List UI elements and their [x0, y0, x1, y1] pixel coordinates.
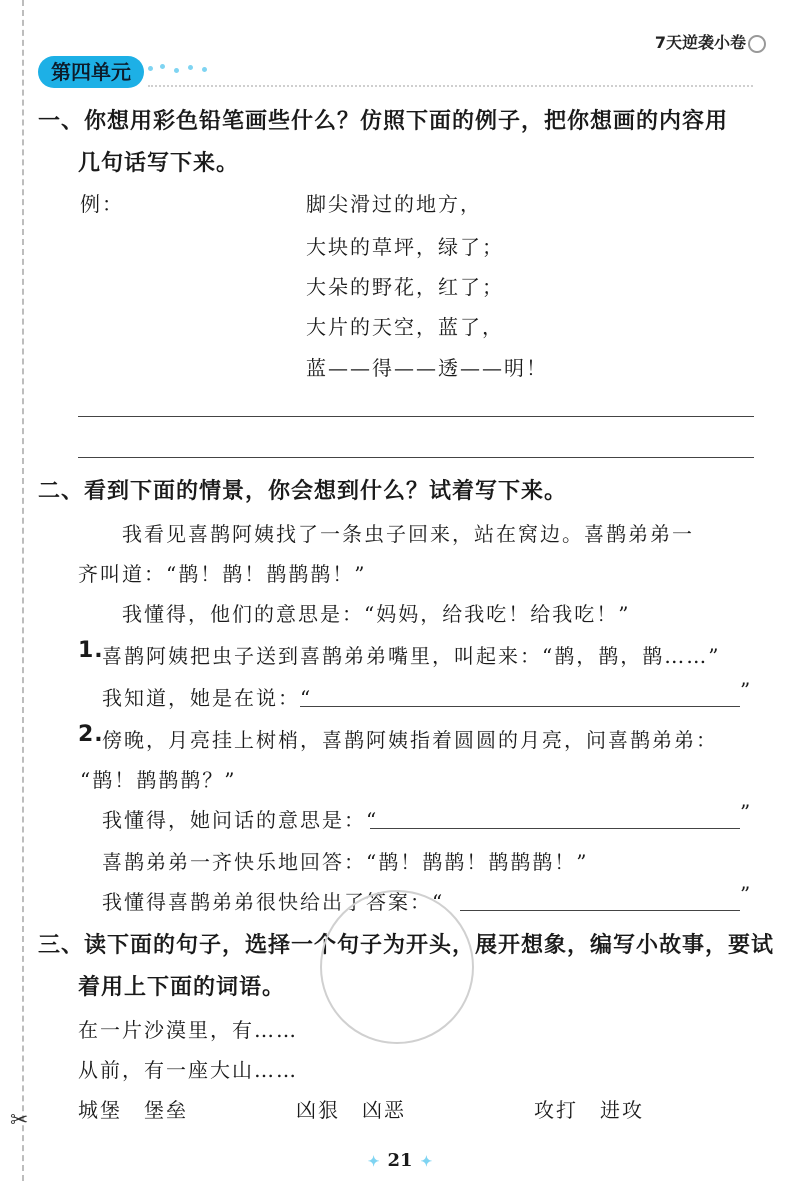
poem-line: 大片的天空，蓝了， — [306, 315, 504, 339]
section2-prompt: 二、看到下面的情景，你会想到什么？试着写下来。 — [38, 479, 568, 504]
close-quote: ” — [740, 800, 753, 824]
section1-prompt-line1: 一、你想用彩色铅笔画些什么？仿照下面的例子，把你想画的内容用 — [38, 109, 729, 134]
item1-answer-prefix: 我知道，她是在说：“ — [102, 686, 313, 710]
writing-line[interactable] — [78, 416, 754, 417]
example-label: 例： — [80, 192, 124, 216]
star-icon: ✦ — [420, 1154, 433, 1170]
poem-line: 脚尖滑过的地方， — [306, 192, 482, 216]
section3-prompt-line1: 三、读下面的句子，选择一个句子为开头，展开想象，编写小故事，要试 — [38, 933, 775, 958]
story-starter: 从前，有一座大山…… — [78, 1058, 298, 1082]
section1-prompt-line2: 几句话写下来。 — [78, 151, 240, 176]
poem-line: 大块的草坪，绿了； — [306, 235, 504, 259]
poem-line: 蓝——得——透——明！ — [306, 356, 548, 380]
story-paragraph-line: 齐叫道：“鹊！鹊！鹊鹊鹊！” — [78, 562, 367, 586]
item2-answer-line[interactable] — [370, 804, 740, 829]
story-paragraph: 我懂得，他们的意思是：“妈妈，给我吃！给我吃！” — [122, 602, 631, 626]
item2-answer2-line[interactable] — [460, 886, 740, 911]
item1-text: 喜鹊阿姨把虫子送到喜鹊弟弟嘴里，叫起来：“鹊，鹊，鹊……” — [102, 644, 721, 668]
watermark-stamp — [320, 890, 474, 1044]
story-paragraph-line: 我看见喜鹊阿姨找了一条虫子回来，站在窝边。喜鹊弟弟一 — [122, 522, 694, 546]
page-number: ✦ 21 ✦ — [367, 1150, 433, 1171]
item2-answer2-prefix: 我懂得喜鹊弟弟很快给出了答案：“ — [102, 890, 445, 914]
word-group: 城堡 堡垒 — [78, 1098, 188, 1122]
decorative-dots — [148, 62, 218, 76]
item2-text-line: 喜鹊弟弟一齐快乐地回答：“鹊！鹊鹊！鹊鹊鹊！” — [102, 850, 589, 874]
item2-answer-prefix: 我懂得，她问话的意思是：“ — [102, 808, 379, 832]
item1-number: 1. — [78, 638, 104, 663]
item2-text-line: “鹊！鹊鹊鹊？” — [80, 768, 237, 792]
unit-title: 第四单元 — [38, 56, 144, 88]
section3-prompt-line2: 着用上下面的词语。 — [78, 975, 286, 1000]
close-quote: ” — [740, 678, 753, 702]
word-group: 攻打 进攻 — [534, 1098, 644, 1122]
word-group: 凶狠 凶恶 — [296, 1098, 406, 1122]
star-icon: ✦ — [367, 1154, 380, 1170]
scissors-icon: ✂ — [10, 1108, 29, 1133]
writing-line[interactable] — [78, 457, 754, 458]
poem-line: 大朵的野花，红了； — [306, 275, 504, 299]
swirl-icon — [748, 35, 766, 53]
story-starter: 在一片沙漠里，有…… — [78, 1018, 298, 1042]
unit-divider — [148, 85, 753, 87]
item1-answer-line[interactable] — [300, 682, 740, 707]
close-quote: ” — [740, 882, 753, 906]
series-tag: 7天逆袭小卷 — [655, 30, 766, 53]
item2-text-line: 傍晚，月亮挂上树梢，喜鹊阿姨指着圆圆的月亮，问喜鹊弟弟： — [102, 728, 718, 752]
item2-number: 2. — [78, 722, 104, 747]
cut-line — [22, 0, 24, 1181]
